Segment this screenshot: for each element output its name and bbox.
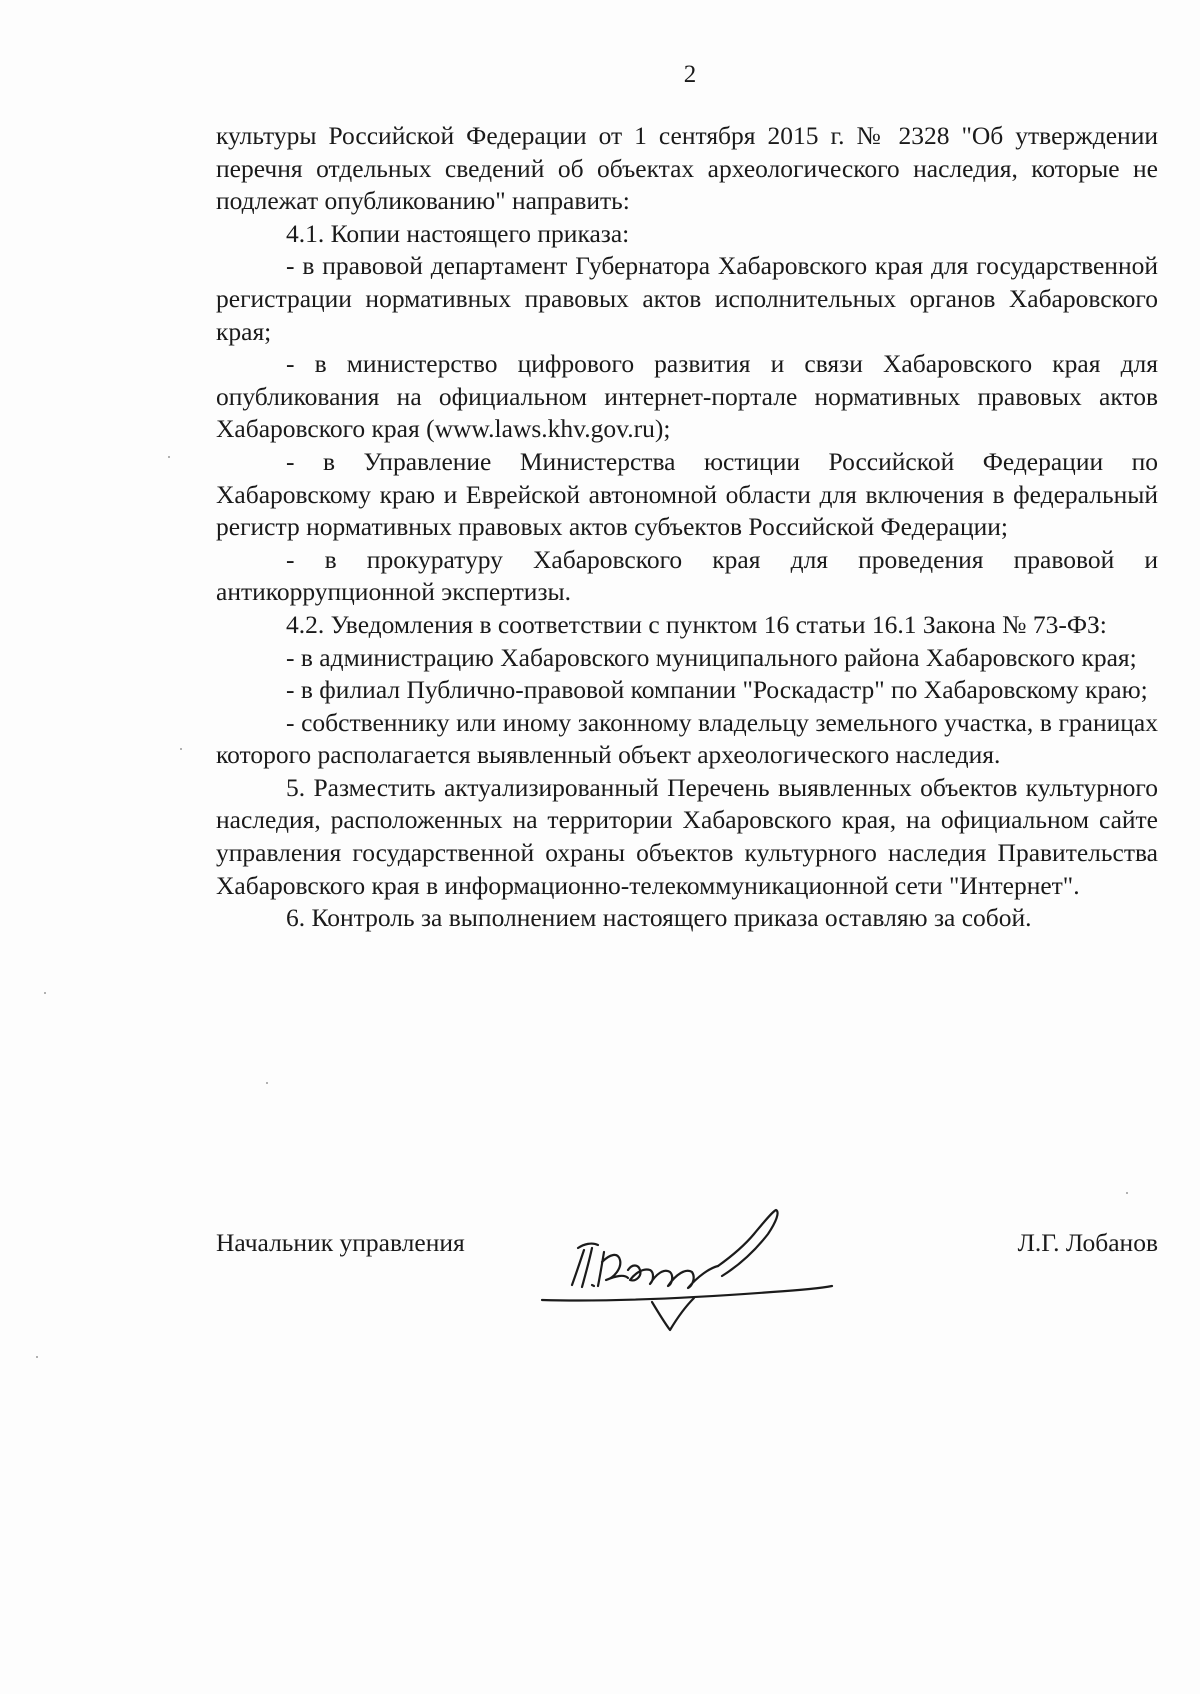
scan-speck — [36, 1356, 38, 1358]
signatory-position: Начальник управления — [216, 1228, 465, 1257]
scan-speck — [180, 748, 182, 750]
scan-speck — [168, 456, 170, 458]
paragraph-4-2: 4.2. Уведомления в соответствии с пунктом 16 статьи 16.1 Закона № 73-ФЗ: — [286, 609, 1107, 639]
paragraph-4-2-item-3: - собственнику или иному законному владельцу земельного участка, в границах которого располагается выявленный объект археологического наследия. — [216, 707, 1158, 770]
paragraph-4-1: 4.1. Копии настоящего приказа: — [286, 218, 630, 248]
scan-speck — [266, 1082, 268, 1084]
signatory-name: Л.Г. Лобанов — [1017, 1228, 1158, 1257]
paragraph-4-1-item-1: - в правовой департамент Губернатора Хабаровского края для государственной регистрации нормативных правовых актов исполнительных органов Хабаровского края; — [216, 251, 1158, 346]
signature-block — [216, 1210, 1158, 1340]
paragraph-intro: культуры Российской Федерации от 1 сентября 2015 г. № 2328 "Об утверждении перечня отдельных сведений об объектах археологического наследия, которые не подлежат опубликованию" направить: — [216, 121, 1158, 216]
paragraph-6: 6. Контроль за выполнением настоящего приказа оставляю за собой. — [286, 903, 1032, 933]
paragraph-4-1-item-4: - в прокуратуру Хабаровского края для проведения правовой и антикоррупционной экспертизы. — [216, 544, 1158, 607]
paragraph-4-2-item-1: - в администрацию Хабаровского муниципального района Хабаровского края; — [286, 642, 1137, 672]
scan-speck — [44, 992, 46, 994]
paragraph-4-1-item-3: - в Управление Министерства юстиции Российской Федерации по Хабаровскому краю и Еврейской автономной области для включения в федеральный регистр нормативных правовых актов субъектов Российской Федерации; — [216, 446, 1158, 542]
paragraph-4-1-item-2: - в министерство цифрового развития и связи Хабаровского края для опубликования на официальном интернет-портале нормативных правовых актов Хабаровского края (www.laws.khv.gov.ru); — [216, 349, 1158, 444]
scan-speck — [1126, 1192, 1128, 1194]
paragraph-4-2-item-2: - в филиал Публично-правовой компании "Роскадастр" по Хабаровскому краю; — [286, 675, 1148, 705]
handwritten-signature — [532, 1190, 862, 1340]
paragraph-5: 5. Разместить актуализированный Перечень выявленных объектов культурного наследия, расположенных на территории Хабаровского края, на официальном сайте управления государственной охраны объектов культурного наследия Правительства Хабаровского края в информационно-телекоммуникационной сети "Интернет". — [216, 772, 1158, 900]
page-number: 2 — [683, 61, 697, 88]
document-body — [216, 120, 1158, 935]
